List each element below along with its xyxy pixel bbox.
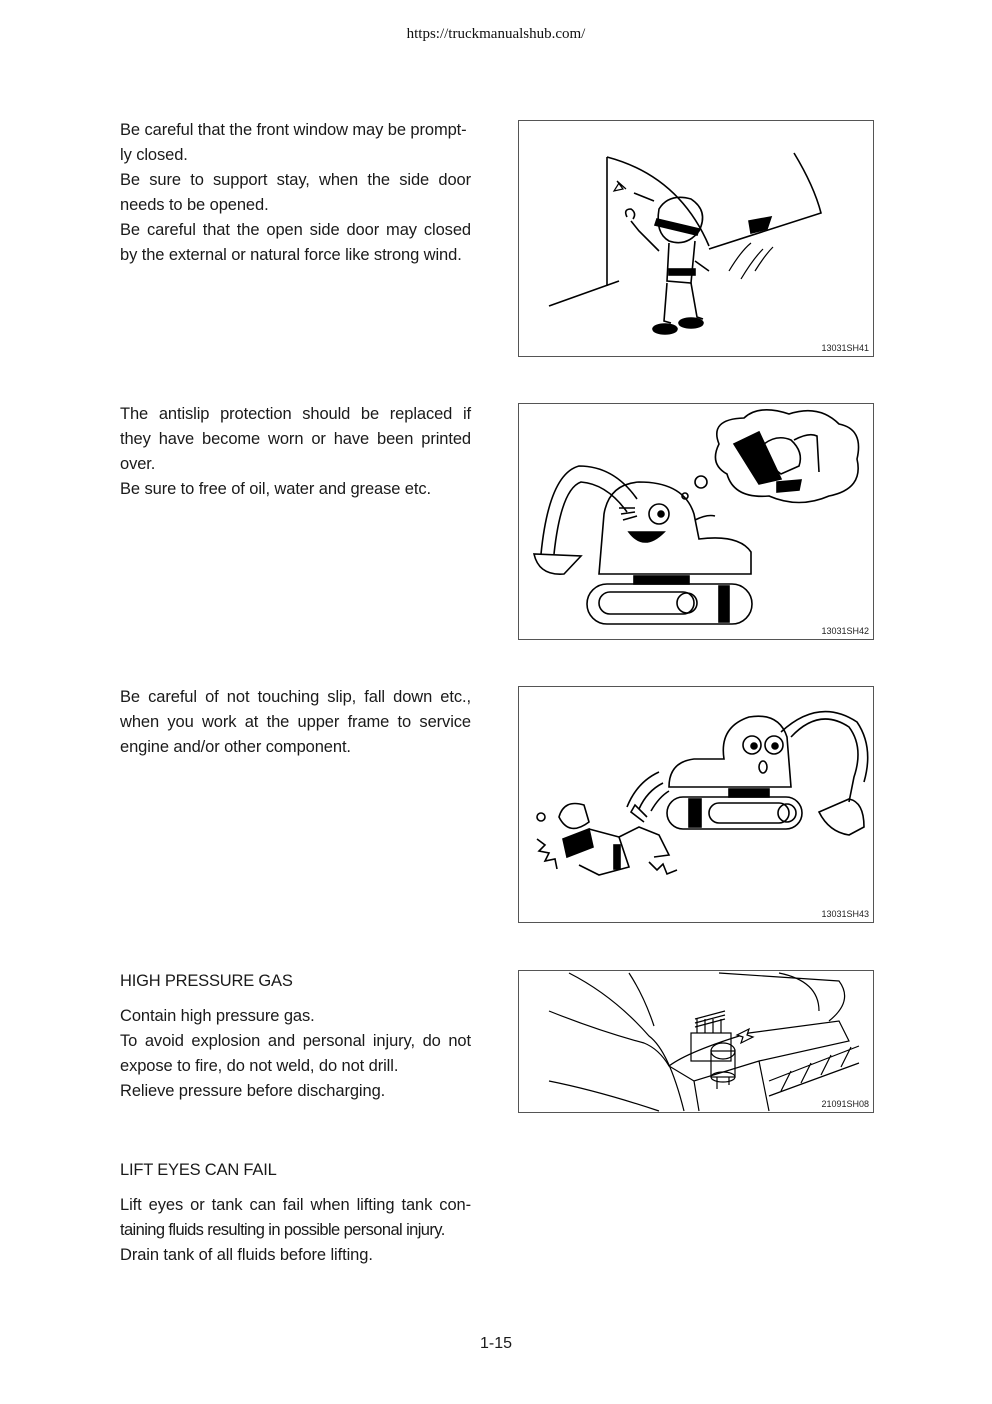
section-heading-high-pressure-gas: HIGH PRESSURE GAS <box>120 972 293 990</box>
figure-slip-fall <box>518 686 874 923</box>
text-line: Be careful of not touching slip, fall down etc., <box>120 688 471 706</box>
figure-antislip <box>518 403 874 640</box>
text-line: Relieve pressure before discharging. <box>120 1082 386 1100</box>
figure-code: 13031SH43 <box>821 909 869 919</box>
text-line: by the external or natural force like strong wind. <box>120 246 462 264</box>
text-line: they have become worn or have been printed <box>120 430 471 448</box>
figure-accumulator <box>518 970 874 1113</box>
text-line: needs to be opened. <box>120 196 269 214</box>
text-line: Drain tank of all fluids before lifting. <box>120 1246 373 1264</box>
antislip-text <box>120 402 471 502</box>
text-line: Be careful that the open side door may closed <box>120 221 471 239</box>
text-line: taining fluids resulting in possible personal injury. <box>120 1221 445 1239</box>
text-line: Be sure to free of oil, water and grease etc. <box>120 480 432 498</box>
text-line: Lift eyes or tank can fail when lifting tank con- <box>120 1196 471 1214</box>
figure-door-hit <box>518 120 874 357</box>
text-line: To avoid explosion and personal injury, do not <box>120 1032 471 1050</box>
header-url[interactable]: https://truckmanualshub.com/ <box>406 26 586 42</box>
accumulator-illustration <box>519 971 873 1112</box>
figure-code: 13031SH41 <box>821 343 869 353</box>
text-line: Be careful that the front window may be prompt- <box>120 121 467 139</box>
section-heading-lift-eyes-can-fail: LIFT EYES CAN FAIL <box>120 1161 277 1179</box>
text-line: The antislip protection should be replaced if <box>120 405 471 423</box>
high-pressure-gas-text <box>120 1004 471 1104</box>
excavator-antislip-illustration <box>519 404 873 639</box>
text-line: Be sure to support stay, when the side door <box>120 171 471 189</box>
text-line: when you work at the upper frame to service <box>120 713 471 731</box>
text-line: Contain high pressure gas. <box>120 1007 315 1025</box>
figure-code: 13031SH42 <box>821 626 869 636</box>
text-line: expose to fire, do not weld, do not drill. <box>120 1057 399 1075</box>
slip-fall-illustration <box>519 687 873 922</box>
text-line: engine and/or other component. <box>120 738 351 756</box>
text-line: over. <box>120 455 156 473</box>
figure-code: 21091SH08 <box>821 1099 869 1109</box>
door-hit-illustration <box>519 121 873 356</box>
text-line: ly closed. <box>120 146 188 164</box>
lift-eyes-text <box>120 1193 471 1268</box>
window-door-caution-text <box>120 118 471 268</box>
page-number: 1-15 <box>479 1335 513 1352</box>
upper-frame-caution-text <box>120 685 471 760</box>
